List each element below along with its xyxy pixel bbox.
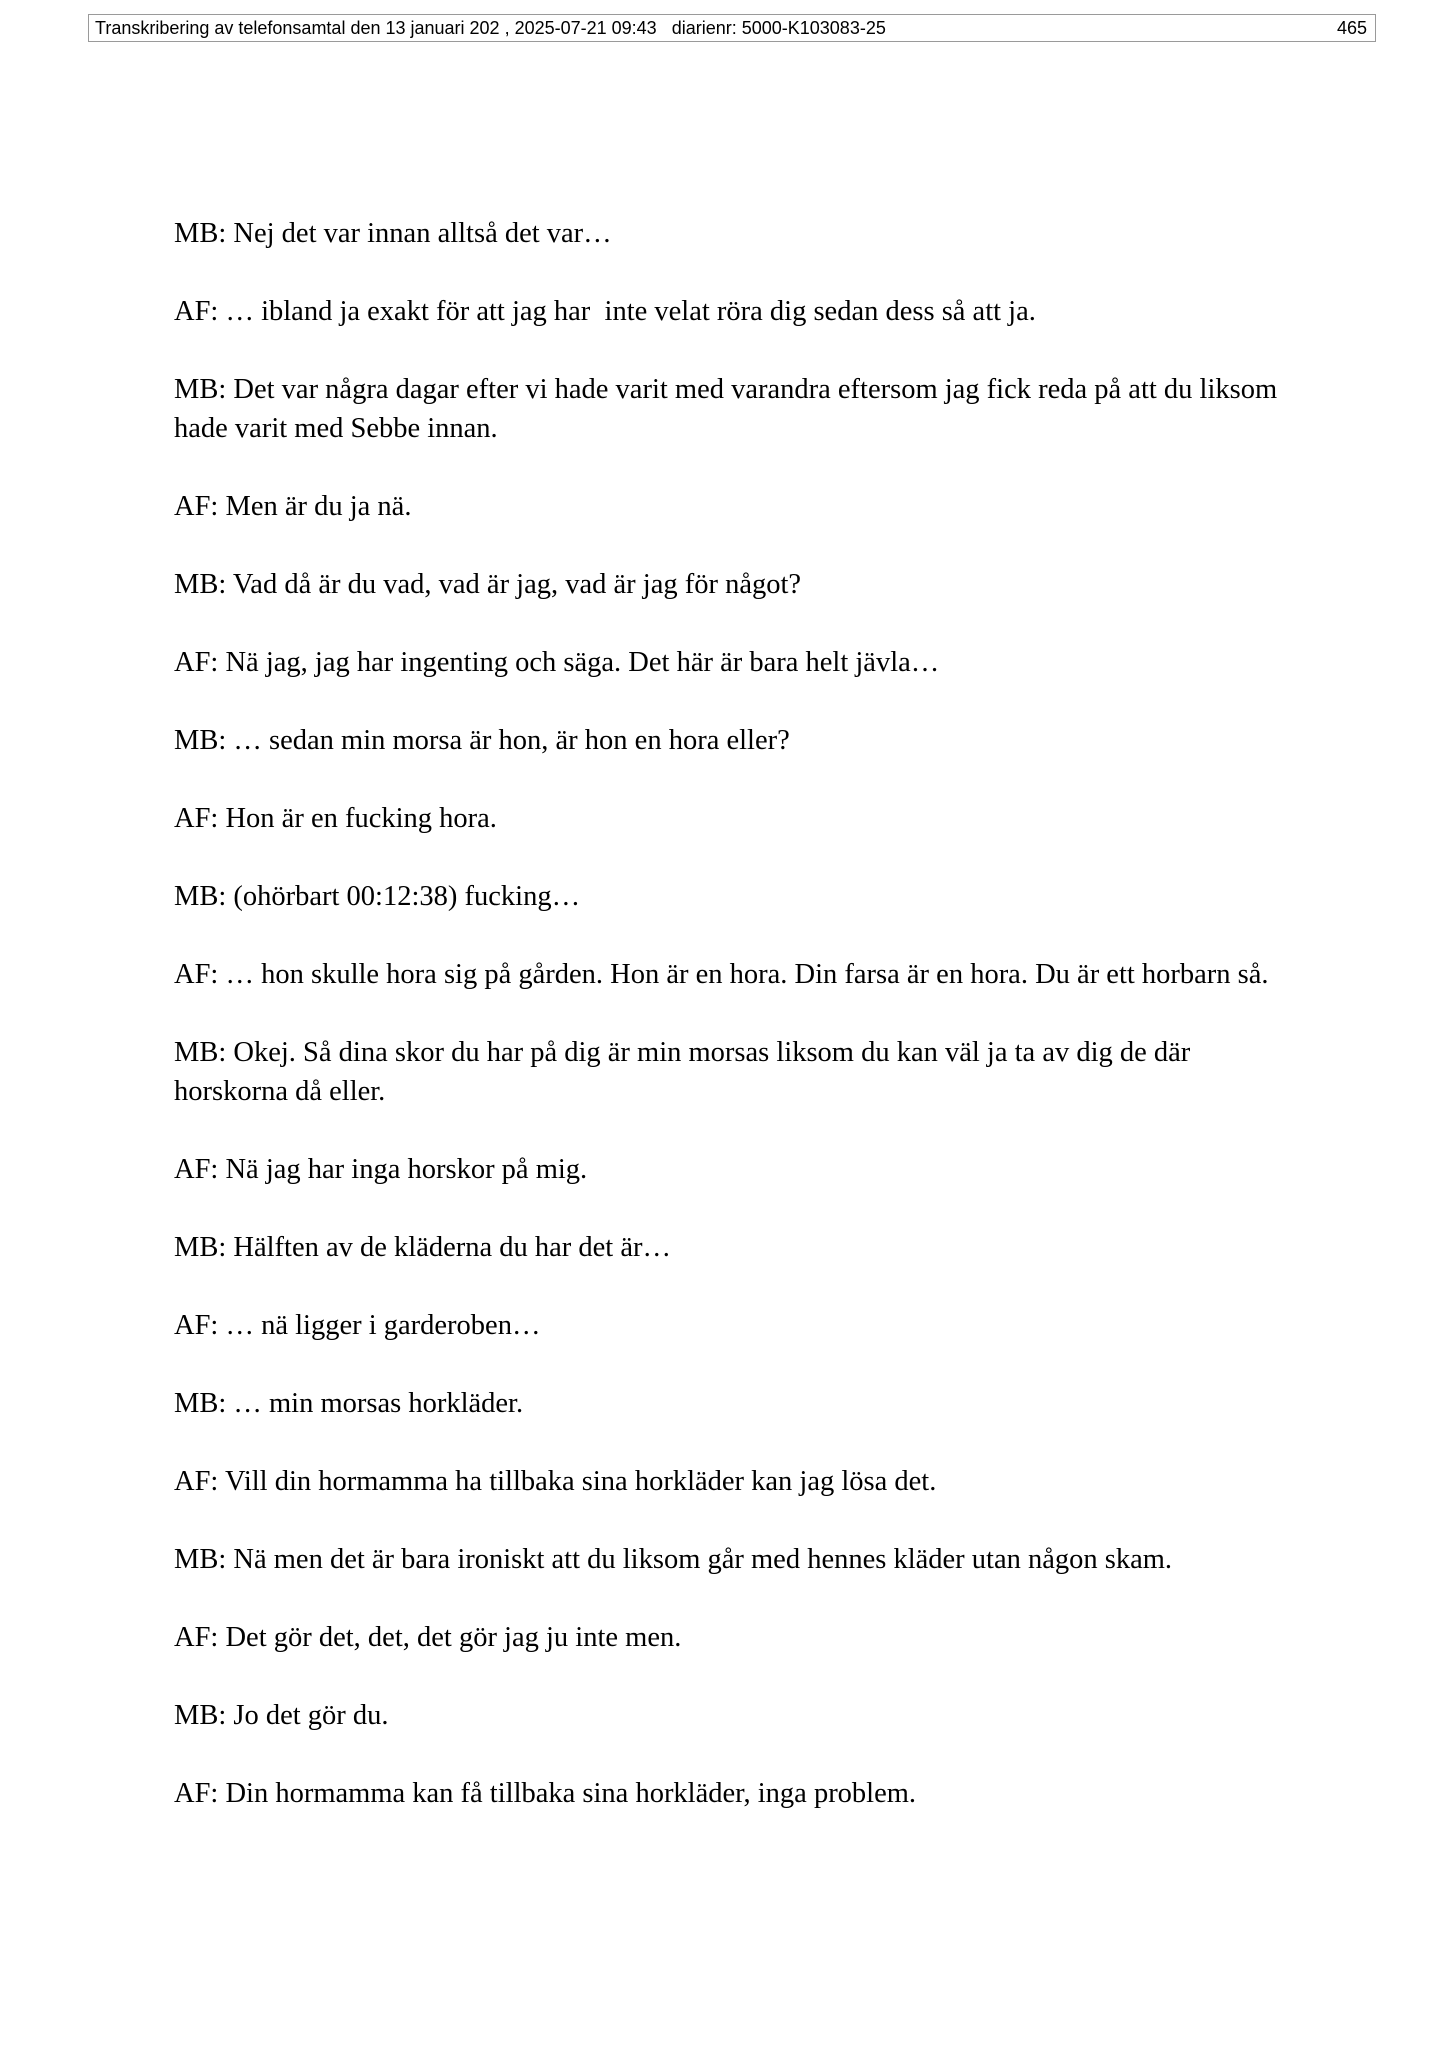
transcript-line: MB: Det var några dagar efter vi hade varit med varandra eftersom jag fick reda på att du liksom hade varit med Sebbe innan. <box>174 374 1285 444</box>
transcript-line: AF: Vill din hormamma ha tillbaka sina horkläder kan jag lösa det. <box>174 1466 937 1497</box>
transcript-line: AF: … nä ligger i garderoben… <box>174 1310 541 1341</box>
transcript-line: MB: Jo det gör du. <box>174 1700 389 1731</box>
transcript-line: AF: … hon skulle hora sig på gården. Hon är en hora. Din farsa är en hora. Du är ett horbarn så. <box>174 959 1269 990</box>
transcript-body <box>174 214 1304 1852</box>
document-title: Transkribering av telefonsamtal den 13 januari 202 , 2025-07-21 09:43 diarienr: 5000-K103083-25 <box>95 18 886 38</box>
transcript-line: AF: Din hormamma kan få tillbaka sina horkläder, inga problem. <box>174 1778 917 1809</box>
transcript-line: MB: Okej. Så dina skor du har på dig är min morsas liksom du kan väl ja ta av dig de där horskorna då eller. <box>174 1037 1198 1107</box>
transcript-line: AF: Det gör det, det, det gör jag ju inte men. <box>174 1622 682 1653</box>
page-header <box>88 14 1376 42</box>
transcript-line: AF: Hon är en fucking hora. <box>174 803 497 834</box>
transcript-line: MB: Nä men det är bara ironiskt att du liksom går med hennes kläder utan någon skam. <box>174 1544 1173 1575</box>
page-number: 465 <box>1336 18 1367 38</box>
transcript-line: AF: … ibland ja exakt för att jag har inte velat röra dig sedan dess så att ja. <box>174 296 1036 327</box>
transcript-line: AF: Men är du ja nä. <box>174 491 412 522</box>
transcript-line: MB: Hälften av de kläderna du har det är… <box>174 1232 671 1263</box>
transcript-line: AF: Nä jag har inga horskor på mig. <box>174 1154 588 1185</box>
transcript-line: AF: Nä jag, jag har ingenting och säga. Det här är bara helt jävla… <box>174 647 940 678</box>
transcript-line: MB: … min morsas horkläder. <box>174 1388 524 1419</box>
transcript-line: MB: (ohörbart 00:12:38) fucking… <box>174 881 581 912</box>
transcript-line: MB: … sedan min morsa är hon, är hon en hora eller? <box>174 725 790 756</box>
transcript-line: MB: Vad då är du vad, vad är jag, vad är jag för något? <box>174 569 802 600</box>
transcript-line: MB: Nej det var innan alltså det var… <box>174 218 612 249</box>
